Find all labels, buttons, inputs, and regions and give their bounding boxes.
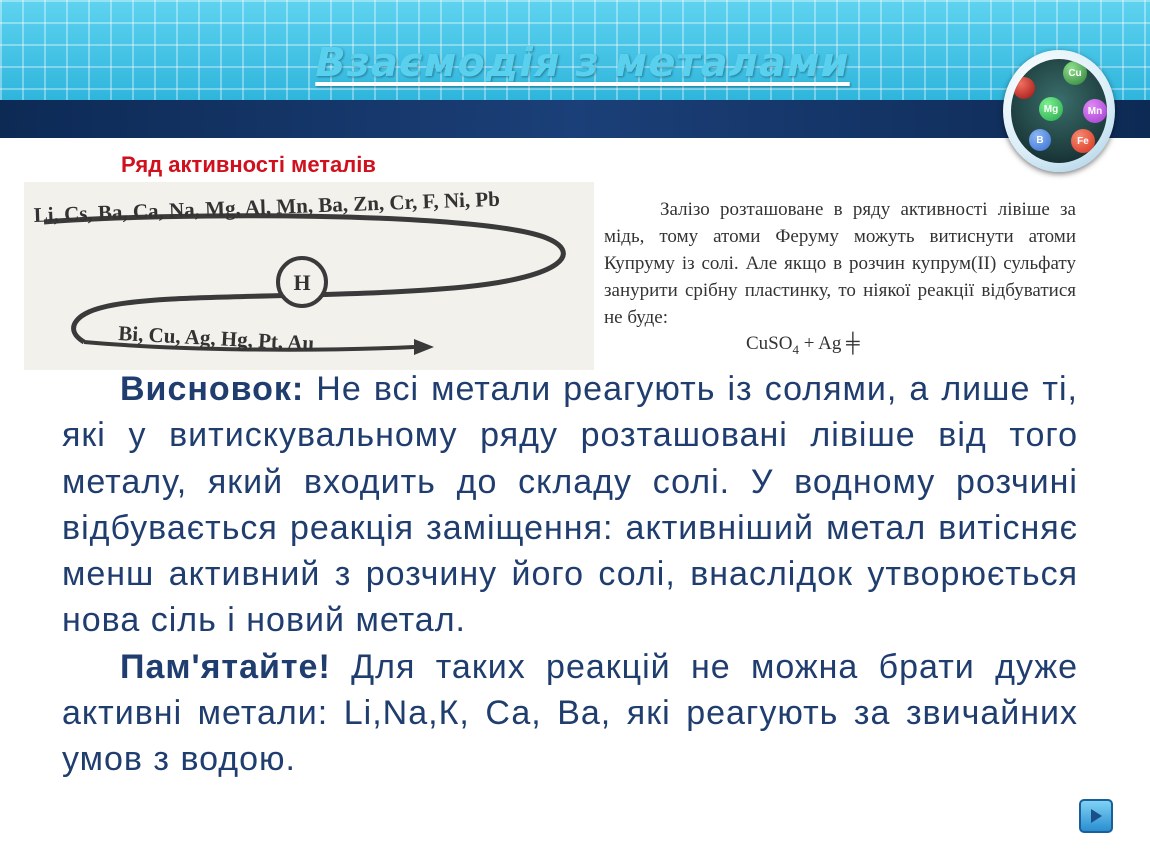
formula-subscript: 4 bbox=[792, 341, 799, 357]
conclusion-text: Не всі метали реагують із солями, а лише ті, які у витискувальному ряду розташовані лівіше від того металу, який входить до складу солі. У водному розчині відбувається реакція заміщення: активніший метал витісняє менш активний з розчину його солі, внаслідок утворюється нова сіль і новий метал. bbox=[62, 370, 1078, 640]
series-arrow-head bbox=[414, 339, 434, 355]
conclusion-paragraph bbox=[62, 366, 1078, 644]
conclusion-block bbox=[62, 366, 1078, 783]
element-ball-fe: Fe bbox=[1071, 129, 1095, 153]
element-ball-b: B bbox=[1029, 129, 1051, 151]
remember-lead: Пам'ятайте! bbox=[120, 647, 331, 686]
series-label: Ряд активності металів bbox=[121, 152, 376, 177]
header-dark-band bbox=[0, 100, 1150, 138]
slide-title: Взаємодія з металами bbox=[315, 40, 850, 86]
reaction-formula bbox=[746, 333, 860, 358]
element-ball-mn: Mn bbox=[1083, 99, 1107, 123]
remember-text: Для таких реакцій не можна брати дуже активні метали: Li,Na,К, Са, Ва, які реагують за звичайних умов з водою. bbox=[62, 647, 1078, 779]
arrow-right-icon bbox=[1087, 807, 1105, 825]
formula-prefix: CuSO bbox=[746, 333, 793, 354]
series-top-row: Li, Cs, Ba, Ca, Na, Mg, Al, Mn, Ba, Zn, Cr, F, Ni, Pb bbox=[33, 186, 501, 227]
iron-explanation-text: Залізо розташоване в ряду активності лівіше за мідь, тому атоми Феруму можуть витиснути атоми Купруму із солі. Але якщо в розчин купрум(II) сульфату занурити срібну пластинку, то ніякої реакції відбуватися не буде: bbox=[604, 199, 1076, 328]
remember-paragraph bbox=[62, 644, 1078, 783]
no-reaction-sign: ╪ bbox=[846, 333, 860, 354]
element-ball-mg: Mg bbox=[1039, 97, 1063, 121]
series-bottom-row: Bi, Cu, Ag, Hg, Pt, Au bbox=[117, 321, 315, 356]
elements-logo bbox=[1003, 50, 1115, 172]
logo-inner-circle bbox=[1011, 59, 1107, 163]
activity-series-diagram bbox=[24, 182, 594, 370]
element-ball-cu: Cu bbox=[1063, 61, 1087, 85]
formula-suffix: + Ag bbox=[798, 333, 847, 354]
activity-series-image bbox=[24, 182, 594, 370]
conclusion-lead: Висновок: bbox=[120, 370, 305, 408]
next-slide-button[interactable] bbox=[1079, 799, 1113, 833]
element-ball-red bbox=[1013, 77, 1035, 99]
hydrogen-label: H bbox=[293, 270, 311, 295]
